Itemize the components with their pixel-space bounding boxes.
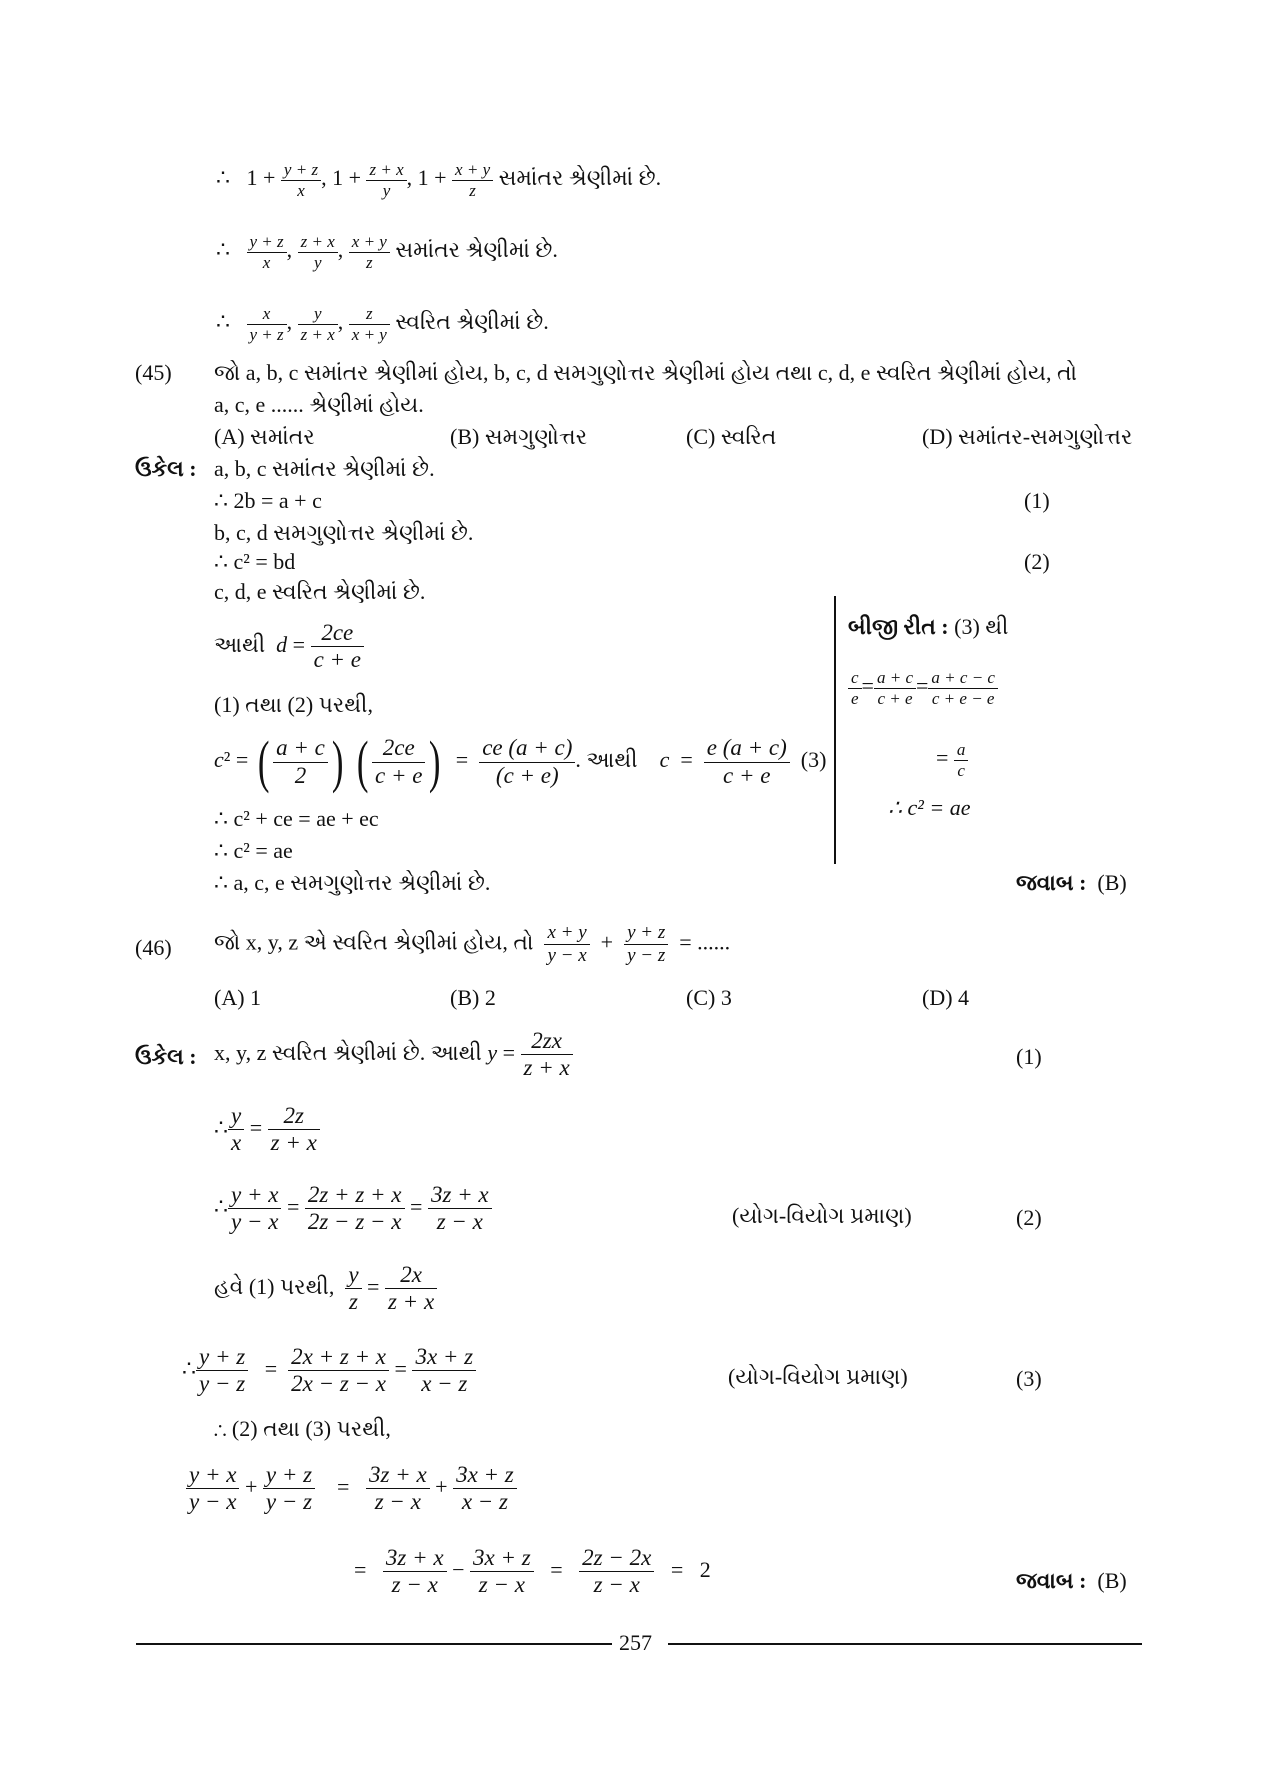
- fraction: $\frac{3x + z}{x - z}$: [412, 1344, 476, 1398]
- annotation: (યોગ-વિયોગ પ્રમાણ): [732, 1203, 912, 1228]
- fraction: $\frac{a + c}{2}$: [273, 735, 328, 789]
- equation: ∴ $\frac{y + z}{y - z}$ = $\frac{2x + z + x}{2x - z - x}$ = $\frac{3x + z}{x - z}$: [182, 1344, 476, 1398]
- series-line-2: ∴ $\frac{y + z}{x}$ , $\frac{z + x}{y}$ , $\frac{x + y}{z}$ સમાંતર શ્રેણીમાં છે.: [216, 232, 558, 272]
- fraction: $\frac{2ce}{c + e}$: [311, 620, 364, 674]
- fraction: $\frac{z + x}{y}$: [366, 160, 406, 200]
- fraction: $\frac{a + c - c}{c + e - e}$: [928, 668, 998, 708]
- fraction: $\frac{3x + z}{x - z}$: [453, 1462, 517, 1516]
- solution-line: ∴ c² = bd: [214, 549, 296, 574]
- solution-label: ઉકેલ :: [135, 456, 197, 481]
- fraction: $\frac{x + y}{z}$: [349, 232, 390, 272]
- fraction: $\frac{2z + z + x}{2z - z - x}$: [305, 1182, 405, 1236]
- fraction: $\frac{x + y}{z}$: [452, 160, 493, 200]
- fraction: $\frac{y + x}{y - x}$: [186, 1462, 239, 1516]
- fraction: $\frac{y}{z + x}$: [298, 304, 338, 344]
- fraction: $\frac{3z + x}{z - x}$: [383, 1545, 447, 1599]
- question-text: a, c, e ...... શ્રેણીમાં હોય.: [214, 392, 424, 417]
- fraction: $\frac{2zx}{z + x}$: [521, 1028, 573, 1082]
- option-b: (B) 2: [450, 985, 496, 1010]
- fraction: $\frac{a + c}{c + e}$: [874, 668, 916, 708]
- side-equation: $\frac{c}{e}$ = $\frac{a + c}{c + e}$ = $\frac{a + c - c}{c + e - e}$: [848, 668, 998, 708]
- fraction: $\frac{3z + x}{z - x}$: [366, 1462, 430, 1516]
- question-text: જો x, y, z એ સ્વરિત શ્રેણીમાં હોય, તો $\frac{x + y}{y - x}$ + $\frac{y + z}{y - z}$ = ......: [214, 922, 731, 966]
- solution-line: (1) તથા (2) પરથી,: [214, 692, 373, 717]
- option-a: (A) 1: [214, 985, 262, 1010]
- fraction: $\frac{2ce}{c + e}$: [372, 735, 425, 789]
- answer: જવાબ : (B): [1016, 1568, 1127, 1593]
- footer-rule-left: [136, 1643, 612, 1645]
- solution-line: c, d, e સ્વરિત શ્રેણીમાં છે.: [214, 579, 426, 604]
- page-number: 257: [619, 1630, 652, 1655]
- fraction: $\frac{y + x}{y - x}$: [228, 1182, 281, 1236]
- fraction: $\frac{x + y}{y - x}$: [544, 922, 589, 967]
- option-d: (D) સમાંતર-સમગુણોત્તર: [922, 424, 1133, 449]
- fraction: $\frac{y}{z}$: [345, 1262, 361, 1316]
- side-result: ∴ c² = ae: [888, 795, 971, 820]
- equation: હવે (1) પરથી, $\frac{y}{z}$ = $\frac{2x}{z + x}$: [214, 1262, 437, 1316]
- solution-line: a, b, c સમાંતર શ્રેણીમાં છે.: [214, 456, 435, 481]
- fraction: $\frac{2x}{z + x}$: [385, 1262, 437, 1316]
- equation: ∴ $\frac{y + x}{y - x}$ = $\frac{2z + z + x}{2z - z - x}$ = $\frac{3z + x}{z - x}$: [214, 1182, 492, 1236]
- solution-line: x, y, z સ્વરિત શ્રેણીમાં છે. આથી y = $\frac{2zx}{z + x}$: [214, 1028, 573, 1082]
- fraction: $\frac{z}{x + y}$: [349, 304, 390, 344]
- fraction: $\frac{a}{c}$: [954, 740, 969, 780]
- series-line-1: ∴ 1 + $\frac{y + z}{x}$ , 1 + $\frac{z + x}{y}$ , 1 + $\frac{x + y}{z}$ સમાંતર શ્રેણીમાં છે.: [216, 160, 662, 200]
- solution-line: ∴ c² + ce = ae + ec: [214, 806, 379, 831]
- fraction: $\frac{c}{e}$: [848, 668, 862, 708]
- option-a: (A) સમાંતર: [214, 424, 315, 449]
- equation-d: આથી d = $\frac{2ce}{c + e}$: [214, 620, 364, 674]
- fraction: $\frac{2x + z + x}{2x - z - x}$: [288, 1344, 389, 1398]
- fraction: $\frac{y + z}{y - z}$: [263, 1462, 315, 1516]
- equation-tag: (1): [1016, 1044, 1042, 1069]
- equation-tag: (2): [1024, 549, 1050, 574]
- option-c: (C) 3: [686, 985, 732, 1010]
- side-divider: [834, 596, 836, 864]
- series-line-3: ∴ $\frac{x}{y + z}$ , $\frac{y}{z + x}$ , $\frac{z}{x + y}$ સ્વરિત શ્રેણીમાં છે.: [216, 304, 549, 344]
- equation: $\frac{y + x}{y - x}$ + $\frac{y + z}{y - z}$ = $\frac{3z + x}{z - x}$ + $\frac{3x + z}{x - z}$: [186, 1462, 517, 1516]
- annotation: (યોગ-વિયોગ પ્રમાણ): [728, 1364, 908, 1389]
- fraction: $\frac{y + z}{x}$: [247, 232, 287, 272]
- fraction: $\frac{3z + x}{z - x}$: [428, 1182, 492, 1236]
- equation: = $\frac{3z + x}{z - x}$ − $\frac{3x + z}{z - x}$ = $\frac{2z - 2x}{z - x}$ = 2: [354, 1545, 711, 1598]
- fraction: $\frac{e (a + c)}{c + e}$: [704, 735, 790, 789]
- question-number: (45): [135, 360, 172, 385]
- solution-line: b, c, d સમગુણોત્તર શ્રેણીમાં છે.: [214, 520, 474, 545]
- fraction: $\frac{ce (a + c)}{(c + e)}$: [479, 735, 575, 789]
- equation-tag: (1): [1024, 488, 1050, 513]
- fraction: $\frac{z + x}{y}$: [298, 232, 338, 272]
- option-c: (C) સ્વરિત: [686, 424, 777, 449]
- option-b: (B) સમગુણોત્તર: [450, 424, 588, 449]
- side-title: બીજી રીત : (3) થી: [848, 614, 1009, 639]
- side-equation: = $\frac{a}{c}$: [936, 740, 968, 780]
- fraction: $\frac{3x + z}{z - x}$: [470, 1545, 534, 1599]
- fraction: $\frac{y + z}{x}$: [281, 160, 321, 200]
- fraction: $\frac{y + z}{y - z}$: [196, 1344, 248, 1398]
- equation-c-squared: c² = ( $\frac{a + c}{2}$ ) ( $\frac{2ce}{c + e}$ ) = $\frac{ce (a + c)}{(c + e)}$ . આથી c = $\frac{e (a + c)}{c + e}$ (3): [214, 729, 827, 794]
- fraction: $\frac{y}{x}$: [228, 1103, 244, 1157]
- question-text: જો a, b, c સમાંતર શ્રેણીમાં હોય, b, c, d સમગુણોત્તર શ્રેણીમાં હોય તથા c, d, e સ્વરિત શ્રેણીમાં હોય, તો: [214, 360, 1078, 385]
- fraction: $\frac{y + z}{y - z}$: [624, 922, 668, 967]
- footer-rule-right: [668, 1643, 1142, 1645]
- fraction: $\frac{2z}{z + x}$: [268, 1103, 320, 1157]
- option-d: (D) 4: [922, 985, 970, 1010]
- equation-tag: (3): [1016, 1366, 1042, 1391]
- solution-line: ∴ 2b = a + c: [214, 488, 322, 513]
- fraction: $\frac{2z - 2x}{z - x}$: [579, 1545, 654, 1599]
- equation: ∴ $\frac{y}{x}$ = $\frac{2z}{z + x}$: [214, 1103, 320, 1157]
- solution-label: ઉકેલ :: [135, 1044, 197, 1069]
- fraction: $\frac{x}{y + z}$: [247, 304, 287, 344]
- solution-line: ∴ a, c, e સમગુણોત્તર શ્રેણીમાં છે.: [214, 870, 491, 895]
- answer: જવાબ : (B): [1016, 870, 1127, 895]
- solution-line: ∴ (2) તથા (3) પરથી,: [214, 1416, 391, 1441]
- equation-tag: (2): [1016, 1205, 1042, 1230]
- question-number: (46): [135, 935, 172, 960]
- solution-line: ∴ c² = ae: [214, 838, 293, 863]
